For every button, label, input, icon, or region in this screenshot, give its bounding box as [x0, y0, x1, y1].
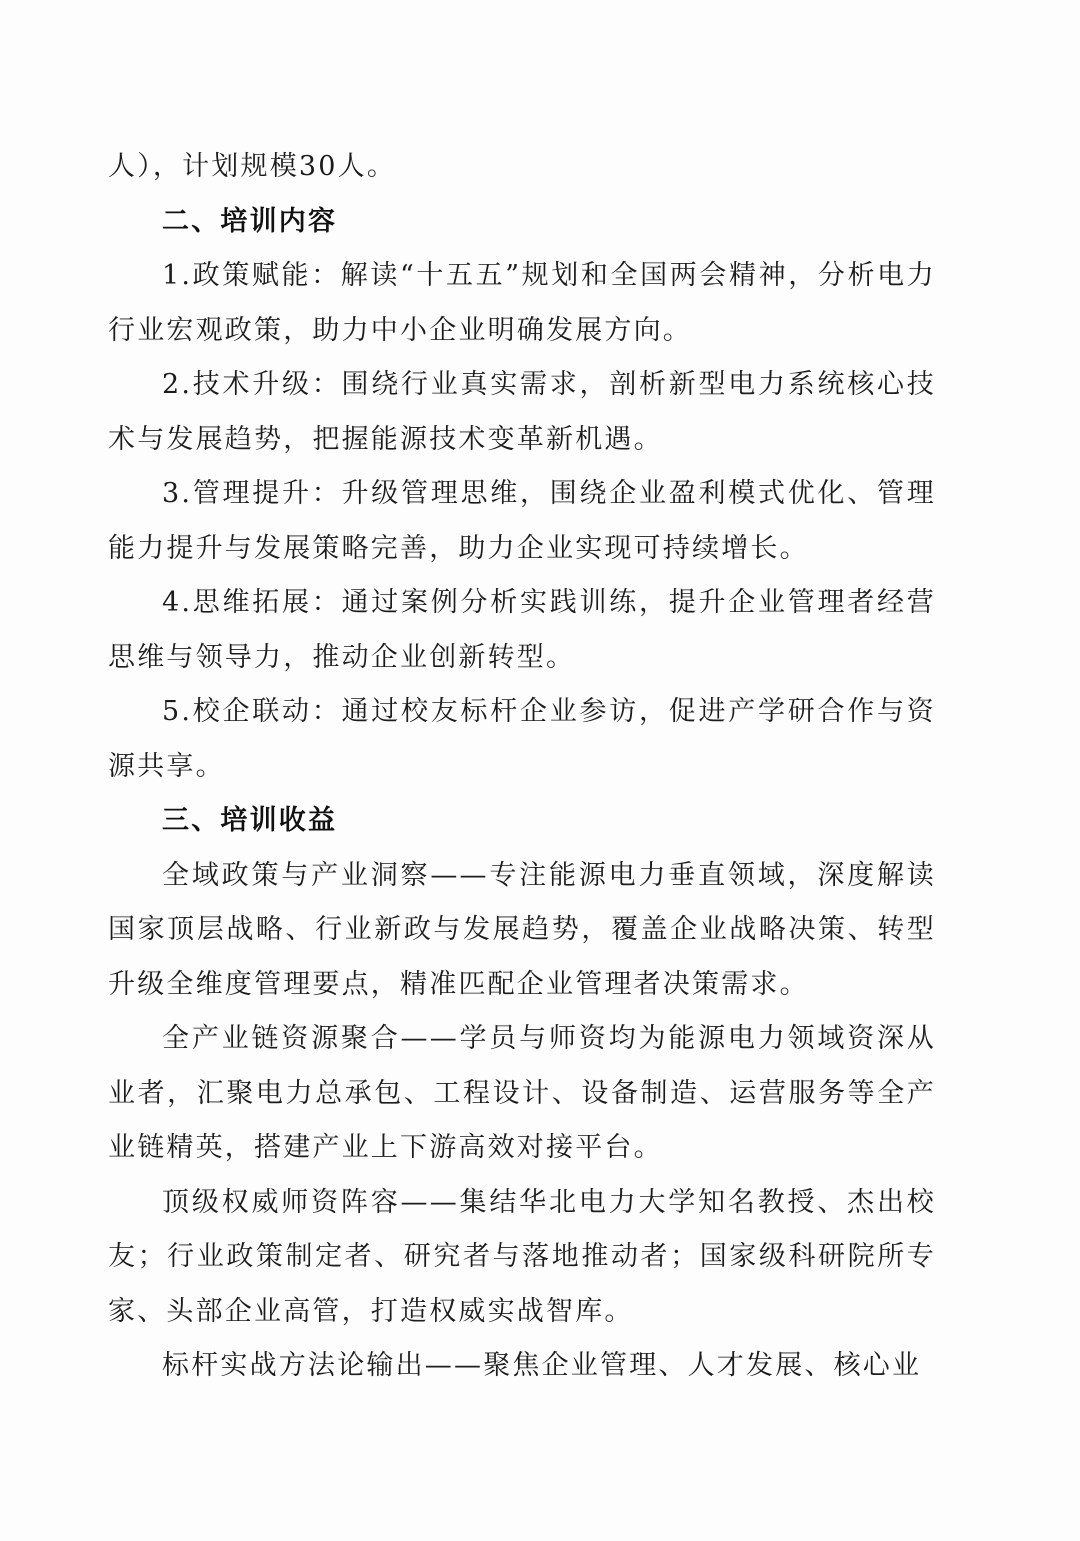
content-item-thinking: 4.思维拓展：通过案例分析实践训练，提升企业管理者经营思维与领导力，推动企业创新转型。: [108, 587, 936, 673]
content-item-school-enterprise: 5.校企联动：通过校友标杆企业参访，促进产学研合作与资源共享。: [108, 696, 936, 782]
benefit-paragraph-faculty: 顶级权威师资阵容——集结华北电力大学知名教授、杰出校友；行业政策制定者、研究者与落地推动者；国家级科研院所专家、头部企业高管，打造权威实战智库。: [108, 1186, 936, 1327]
continuation-text: 人），计划规模30人。: [108, 151, 397, 182]
benefit-paragraph-policy-insight: 全域政策与产业洞察——专注能源电力垂直领域，深度解读国家顶层战略、行业新政与发展趋势，覆盖企业战略决策、转型升级全维度管理要点，精准匹配企业管理者决策需求。: [108, 859, 936, 1000]
benefit-paragraph-methodology: 标杆实战方法论输出——聚焦企业管理、人才发展、核心业: [162, 1350, 922, 1381]
section-heading-training-content: 二、培训内容: [162, 205, 338, 237]
content-item-technology: 2.技术升级：围绕行业真实需求，剖析新型电力系统核心技术与发展趋势，把握能源技术变革新机遇。: [108, 369, 936, 455]
content-item-policy: 1.政策赋能：解读“十五五”规划和全国两会精神，分析电力行业宏观政策，助力中小企业明确发展方向。: [108, 260, 936, 346]
content-item-management: 3.管理提升：升级管理思维，围绕企业盈利模式优化、管理能力提升与发展策略完善，助力企业实现可持续增长。: [108, 478, 936, 564]
document-body: [108, 140, 936, 1394]
benefit-paragraph-industry-chain: 全产业链资源聚合——学员与师资均为能源电力领域资深从业者，汇聚电力总承包、工程设计、设备制造、运营服务等全产业链精英，搭建产业上下游高效对接平台。: [108, 1023, 936, 1163]
section-heading-training-benefits: 三、培训收益: [162, 805, 338, 836]
